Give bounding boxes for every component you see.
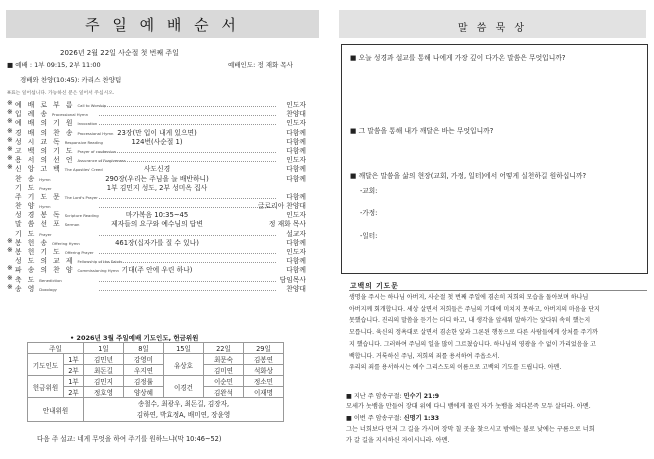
meditation-title: 말 씀 묵 상 [457,23,528,34]
order-item-english: Benediction [39,277,62,283]
table-row [28,343,284,354]
order-row [7,255,312,264]
standing-mark: ※ [7,273,13,282]
standing-mark: ※ [7,154,13,163]
order-row [7,145,312,154]
order-row [7,154,312,163]
order-item-leader: 인도자 [286,211,306,220]
order-row [7,209,312,218]
order-item-leader: 찬양대 [286,110,306,119]
table-cell: 최문숙 [204,354,244,365]
confession-title: 고백의 기도문 [350,282,399,290]
standing-mark: ※ [7,135,13,144]
order-row [7,264,312,273]
left-page [0,0,325,459]
standing-mark: ※ [7,163,13,172]
order-item-title: 찬 송 [15,174,37,183]
table-cell: 우지연 [124,365,164,376]
standing-mark: ※ [7,108,13,117]
order-item-title: 기 도 [15,183,37,192]
order-row [7,237,312,246]
order-item-detail-text: 사도신경 [143,165,171,174]
leader-dots [99,207,276,208]
order-item-english: Responsive Reading [64,139,103,145]
table-row [28,376,284,387]
order-item-title: 말 씀 선 포 [15,220,62,229]
order-row [7,218,312,227]
order-item-english: Prayer [39,185,52,191]
order-row [7,136,312,145]
leader-dots [99,262,276,263]
guide-line-1: 송철수, 최광우, 최돈길, 김장자, [137,399,230,408]
table-cell: 김민지 [84,376,124,387]
order-item-english: Call to Worship [77,103,107,108]
leader-dots [99,281,276,282]
order-row [7,283,312,292]
order-row [7,163,312,172]
order-item-english: Sermon [64,222,80,228]
standing-mark: ※ [7,117,13,126]
order-item-detail-text: 23장(만 입이 내게 있으면) [117,128,197,137]
order-row [7,246,312,255]
table-cell: 헌금위원 [28,376,64,398]
prayer-line: 아버지께 회개합니다. 세상 살면서 저희들은 주님의 기대에 미치지 못하고, 아버지의 마음을 단지 [349,305,600,313]
table-cell: 김정률 [124,376,164,387]
leader-dots [99,124,276,125]
order-item-leader: 글로리아 찬양대 [257,202,306,211]
order-item-title: 신 앙 고 백 [15,165,62,174]
table-cell: 양상혜 [124,387,164,398]
worship-leader: 예배인도: 정 재화 목사 [228,61,293,69]
table-cell: 안내위원 [28,398,84,422]
order-item-english: The Apostles' Creed [64,167,103,173]
order-row [7,108,312,117]
schedule-table [27,342,284,422]
order-row [7,127,312,136]
order-item-english: Fellowship of the Saints [77,259,123,265]
order-item-leader: 다함께 [286,266,306,275]
order-item-leader: 인도자 [286,101,306,109]
order-item-leader: 다함께 [286,174,306,183]
table-cell: 최돈길 [84,365,124,376]
leader-dots [99,198,276,199]
order-item-english: Doxology [39,286,57,292]
order-item-title: 입 례 송 [15,110,50,119]
leader-dots [99,152,276,153]
table-cell: 김봉연 [244,354,284,365]
this-week-ref: 신명기 1:33 [403,415,440,422]
order-item-detail-text: 마가복음 10:35~45 [125,211,189,220]
prayer-line: 모릅니다. 육신의 정욕대로 살면서 겸손한 앞과 그론된 행동으로 다른 사람들에게 상처를 주기까 [349,329,598,337]
order-item-detail-text: 290장(우리는 주님을 늘 배반하니) [105,174,209,183]
leader-dots [99,161,276,162]
standing-mark: ※ [7,236,13,245]
order-item-leader: 다함께 [286,137,306,146]
order-item-english: Offering Prayer [64,250,94,255]
order-item-title: 송 영 [15,284,37,293]
table-cell: 1부 [64,376,84,387]
confession-prayer [349,292,647,374]
this-week-verse-text-2: 가 갈 길을 지시하신 자이시니라. 아멘. [346,437,450,444]
order-item-leader: 정 재화 목사 [268,220,306,229]
order-item-leader: 인도자 [286,119,306,128]
table-cell: 김완석 [204,387,244,398]
order-row [7,117,312,126]
meditation-title-bar [339,10,646,38]
order-item-english: Prayer of confession [77,148,117,154]
order-item-leader: 다함께 [286,257,306,266]
table-cell: 15일 [164,343,204,354]
order-item-english: Commissioning Hymn [77,268,119,274]
order-item-title: 축 도 [15,275,37,284]
leader-dots [99,290,276,291]
order-item-english: Assurance of Forgiveness [77,158,126,164]
order-item-title: 고 백 의 기 도 [15,146,75,155]
order-item-leader: 찬양대 [286,284,306,293]
order-row [7,274,312,283]
standing-mark: ※ [7,282,13,291]
meditation-box [341,44,648,274]
table-cell: 주일 [28,343,84,354]
this-week-label: ■ 이번 주 암송구절: [346,415,404,422]
order-item-detail-text: 124번(사순절 1) [131,137,183,146]
praise-line: 경배와 찬양(10:45): 카리스 찬양팀 [20,76,122,84]
table-cell: 1일 [84,343,124,354]
order-item-title: 봉 헌 기 도 [15,248,62,256]
order-item-english: Hymn [39,204,51,210]
table-cell: 22일 [204,343,244,354]
leader-dots [99,235,276,236]
standing-note: ※표는 일어섭니다. 가능하신 분은 일어서 주십시오. [7,91,115,96]
table-cell: 29일 [244,343,284,354]
question-2: ■ 그 말씀을 통해 내가 깨달은 바는 무엇입니까? [350,127,494,135]
table-cell: 2부 [64,387,84,398]
guide-cell [84,398,284,422]
table-row [28,365,284,376]
question-1: ■ 오늘 성경과 설교를 통해 나에게 가장 깊이 다가온 말씀은 무엇입니까? [350,54,566,62]
order-item-detail-text: 1부 김민지 성도, 2부 성미옥 집사 [106,183,208,192]
table-cell: 강영미 [124,354,164,365]
standing-mark: ※ [7,144,13,153]
table-cell: 이재명 [244,387,284,398]
table-cell: 이경건 [164,376,204,398]
prayer-line: 우리의 죄를 용서하시는 예수 그리스도의 이름으로 고백의 기도를 드립니다. 아멘. [349,364,562,372]
order-item-leader: 다함께 [286,128,306,137]
standing-mark: ※ [7,126,13,135]
order-row [7,99,312,108]
service-times: ■ 예배 : 1부 09:15, 2부 11:00 [7,61,101,69]
last-week-verse-heading [346,391,439,400]
prayer-line: 백합니다. 거룩하신 주님, 저희의 죄를 용서하여 주옵소서. [349,352,500,360]
table-cell: 정소민 [244,376,284,387]
table-cell: 기도인도 [28,354,64,376]
table-cell: 김민년 [84,354,124,365]
next-sermon: 다음 주 설교: 네게 무엇을 하여 주기를 원하느냐(막 10:46~52) [37,435,222,443]
order-item-leader: 다함께 [286,146,306,155]
order-item-english: Prayer [39,231,52,237]
order-row [7,182,312,191]
order-item-title: 주 기 도 문 [15,192,62,201]
answer-home-label: -가정: [360,209,378,217]
order-item-title: 성 도 의 교 제 [15,257,75,266]
this-week-verse-heading [346,413,439,422]
standing-mark: ※ [7,99,13,107]
last-week-label: ■ 지난 주 암송구절: [346,393,404,400]
divider [349,290,647,291]
table-row [28,354,284,365]
table-cell: 8일 [124,343,164,354]
table-cell: 석화상 [244,365,284,376]
worship-title-bar [6,10,319,38]
table-cell: 유상호 [164,354,204,376]
last-week-ref: 민수기 21:9 [403,393,440,400]
order-item-title: 봉 헌 송 [15,238,50,247]
order-item-detail-text: 461장(십자가를 질 수 있나) [115,238,199,247]
order-item-title: 성 시 교 독 [15,137,62,146]
order-item-english: Processional Hymn [52,112,89,118]
table-cell: 이순민 [204,376,244,387]
table-row [28,387,284,398]
order-item-english: Hymn [39,176,51,182]
order-item-leader: 다함께 [286,192,306,201]
order-item-detail-text: 제자들의 요구와 예수님의 답변 [111,220,203,229]
standing-mark: ※ [7,246,13,254]
leader-dots [99,115,276,116]
order-item-leader: 설교자 [286,229,306,238]
order-item-english: The Lord's Prayer [64,194,98,200]
order-item-english: Invocation [77,121,98,127]
order-item-title: 용 서 의 선 언 [15,156,75,165]
order-item-english: Scripture Reading [64,213,99,219]
order-item-leader: 인도자 [286,156,306,165]
order-item-title: 예 배 로 부 름 [15,101,75,109]
order-item-leader: 인도자 [286,248,306,256]
order-row [7,173,312,182]
worship-title: 주 일 예 배 순 서 [85,16,240,34]
schedule-title: • 2026년 3월 주일예배 기도인도, 헌금위원 [70,334,199,342]
answer-work-label: -일터: [360,232,378,240]
question-3: ■ 깨달은 말씀을 삶의 현장(교회, 가정, 일터)에서 어떻게 실천하길 원하십니까? [350,172,587,180]
prayer-line: 지 했습니다. 그러하여 주님의 일을 많이 그르쳤습니다. 하나님의 영광을 수 없이 가리었음을 고 [349,340,596,348]
order-row [7,228,312,237]
order-item-leader: 다함께 [286,238,306,247]
table-cell: 정호영 [84,387,124,398]
standing-mark: ※ [7,264,13,273]
prayer-line: 생명을 주시는 하나님 아버지, 사순절 첫 번째 주일에 겸손히 저희의 모습을 돌아보며 하나님 [349,294,589,301]
table-cell: 1부 [64,354,84,365]
order-item-title: 예 배 의 기 원 [15,119,75,128]
order-item-leader: 다함께 [286,165,306,174]
order-item-title: 경 배 의 찬 송 [15,128,75,137]
order-item-title: 성 경 봉 독 [15,211,62,220]
prayer-line: 못했습니다. 진리의 말씀을 듣기는 더디 하고, 내 생각을 앞세워 말하기는 앞다퉈 속히 했는지 [349,317,591,325]
guide-line-2: 김하연, 박효정A, 배미연, 장윤영 [136,410,231,419]
answer-church-label: -교회: [360,187,378,195]
table-cell: 김미연 [204,365,244,376]
order-item-title: 파 송 의 찬 양 [15,266,75,275]
table-cell: 2부 [64,365,84,376]
leader-dots [99,106,276,107]
worship-date: 2026년 2월 22일 사순절 첫 번째 주일 [60,49,179,57]
order-item-english: Offering Hymn [52,240,80,246]
order-item-leader: 담임목사 [279,275,306,284]
table-row [28,398,284,422]
order-item-title: 찬 양 [15,202,37,211]
order-of-service [7,99,312,292]
order-item-english: Processional Hymn [77,130,114,136]
order-item-detail-text: 기대(주 안에 우린 하나) [121,266,193,275]
order-item-title: 기 도 [15,229,37,238]
order-row [7,191,312,200]
this-week-verse-text-1: 그는 너희보다 먼저 그 길을 가시며 장막 칠 곳을 찾으시고 밤에는 불로 낮에는 구름으로 너희 [346,426,595,433]
last-week-verse-text: 모세가 놋뱀을 만들어 장대 위에 다니 뱀에게 물린 자가 놋뱀을 쳐다본즉 모두 살더라. 아멘. [346,403,591,410]
order-item-name [15,283,57,293]
order-row [7,200,312,209]
leader-dots [99,253,276,254]
